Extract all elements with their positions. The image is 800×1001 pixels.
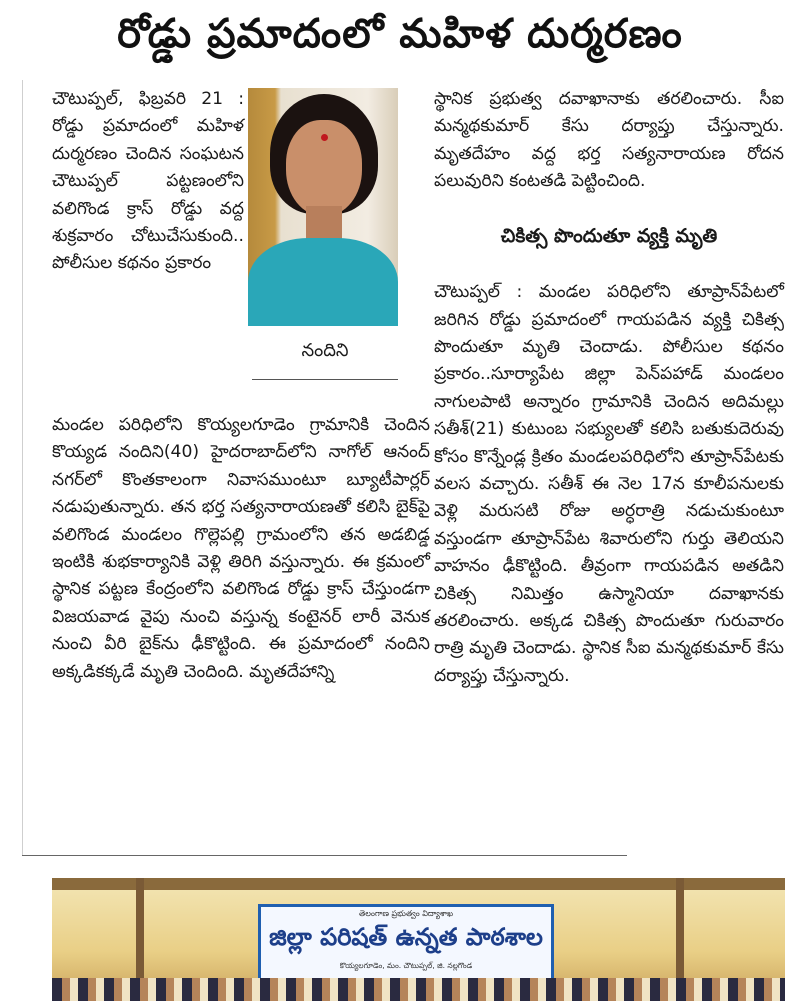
lead-paragraph [52, 86, 244, 278]
banner-top-line: తెలంగాణ ప్రభుత్వం విద్యాశాఖ [359, 909, 453, 918]
banner-bottom-line: కొయ్యలగూడెం, మం. చౌటుప్పల్, జి. నల్లగొండ [339, 961, 473, 970]
article-bottom-rule [22, 855, 627, 856]
left-margin-rule [22, 80, 23, 855]
students-row [52, 978, 785, 1001]
left-body-text: మండల పరిధిలోని కొయ్యలగూడెం గ్రామానికి చెందిన కొయ్యడ నందిని(40) హైదరాబాద్‌లోని నాగోల్ ఆనంద్ నగర్‌లో కొంతకాలంగా నివాసముంటూ బ్యూటీపార్లర్ నడుపుతున్నారు. తన భర్త సత్యనారాయణతో కలిసి బైక్‌పై వలిగొండ మండలం గొల్లెపల్లి గ్రామంలోని తన అడబిడ్డ ఇంటికి శుభకార్యానికి వెళ్లి తిరిగి వస్తున్నారు. ఈ క్రమంలో స్థానిక పట్టణ కేంద్రంలోని వలిగొండ రోడ్డు క్రాస్ చేస్తుండగా విజయవాడ వైపు నుంచి వస్తున్న కంటైనర్ లారీ వెనుక నుంచి వీరి బైక్‌ను ఢీకొట్టింది. ఈ ప్రమాదంలో నందిని అక్కడికక్కడే మృతి చెందింది. మృతదేహాన్ని [52, 415, 430, 682]
right-body-text: స్థానిక ప్రభుత్వ దవాఖానాకు తరలించారు. సీఐ మన్మథకుమార్ కేసు దర్యాప్తు చేస్తున్నారు. మృతదేహం వద్ద భర్త సత్యనారాయణ రోదన పలువురిని కంటతడి పెట్టించింది. [434, 89, 784, 192]
left-column-body [52, 412, 430, 686]
caption-rule [252, 379, 398, 380]
right-column-continuation [434, 86, 784, 196]
photo-bindi [321, 134, 328, 141]
second-story [434, 262, 784, 707]
victim-photo [248, 88, 398, 326]
subheading: చికిత్స పొందుతూ వ్యక్తి మృతి [500, 225, 718, 247]
second-story-text: చౌటుప్పల్ : మండల పరిధిలోని తూప్రాన్‌పేటలో జరిగిన రోడ్డు ప్రమాదంలో గాయపడిన వ్యక్తి చికిత్స పొందుతూ మృతి చెందాడు. పోలీసుల కథనం ప్రకారం..సూర్యాపేట జిల్లా పెన్‌పహాడ్ మండలం నాగులపాటి అన్నారం గ్రామానికి చెందిన అదిమల్లు సతీశ్(21) కుటుంబ సభ్యులతో కలిసి బతుకుదెరువు కోసం కొన్నేండ్ల క్రితం మండలపరిధిలోని తూప్రాన్‌పేటకు వలస వచ్చారు. సతీశ్ ఈ నెల 17న కూలీపనులకు వెళ్లి మరుసటి రోజు అర్ధరాత్రి నడుచుకుంటూ వస్తుండగా తూప్రాన్‌పేట శివారులోని గుర్తు తెలియని వాహనం ఢీకొట్టింది. తీవ్రంగా గాయపడిన అతడిని చికిత్స నిమిత్తం ఉస్మానియా దవాఖానకు తరలించారు. అక్కడ చికిత్స పొందుతూ గురువారం రాత్రి మృతి చెందాడు. స్థానిక సీఐ మన్మథకుమార్ కేసు దర్యాప్తు చేస్తున్నారు. [434, 282, 784, 686]
banner-title: జిల్లా పరిషత్ ఉన్నత పాఠశాల [269, 923, 543, 951]
photo-saree [248, 238, 398, 326]
headline: రోడ్డు ప్రమాదంలో మహిళ దుర్మరణం [117, 11, 683, 57]
lead-text: చౌటుప్పల్, ఫిబ్రవరి 21 : రోడ్డు ప్రమాదంలో మహిళ దుర్మరణం చెందిన సంఘటన చౌటుప్పల్ పట్టణంలోని వలిగొండ క్రాస్ రోడ్డు వద్ద శుక్రవారం చోటుచేసుకుంది.. పోలీసుల కథనం ప్రకారం [52, 89, 244, 274]
school-photo [52, 878, 785, 1001]
photo-caption: నందిని [301, 340, 349, 361]
school-banner [258, 904, 554, 982]
